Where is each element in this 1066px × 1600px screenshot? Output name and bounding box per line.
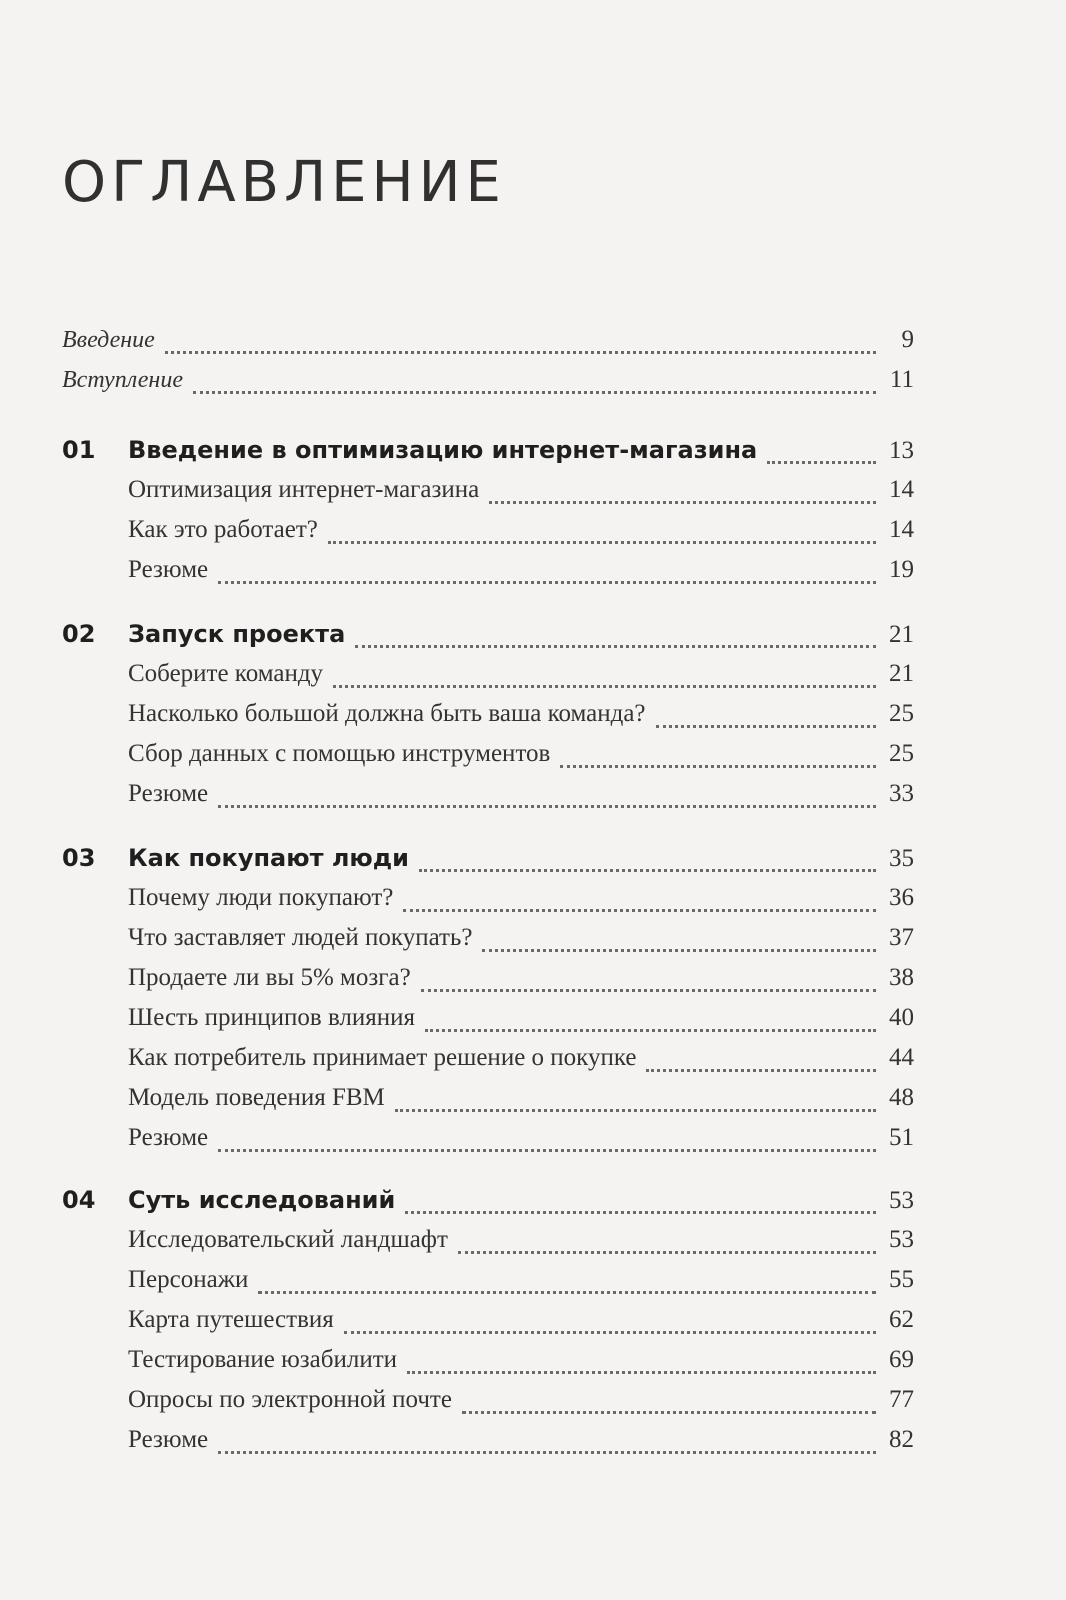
toc-entry[interactable] — [128, 964, 914, 1000]
toc-page-number: 33 — [889, 780, 914, 807]
toc-entry-label: Резюме — [128, 556, 209, 583]
toc-entry-label: Продаете ли вы 5% мозга? — [128, 964, 411, 991]
toc-page-number: 51 — [889, 1124, 914, 1151]
toc-entry-label: Сбор данных с помощью инструментов — [128, 740, 551, 767]
toc-entry-label: Что заставляет людей покупать? — [128, 924, 473, 951]
toc-page-number: 62 — [889, 1306, 914, 1333]
toc-page-number: 25 — [889, 700, 914, 727]
toc-entry-label: Оптимизация интернет-магазина — [128, 476, 480, 503]
dot-leader — [218, 805, 876, 808]
toc-page-number: 48 — [889, 1084, 914, 1111]
toc-entry[interactable] — [128, 700, 914, 736]
toc-entry[interactable] — [128, 1124, 914, 1160]
toc-page-number: 44 — [889, 1044, 914, 1071]
toc-entry[interactable] — [128, 1386, 914, 1422]
dot-leader — [407, 1371, 876, 1374]
dot-leader — [218, 1451, 876, 1454]
toc-page-number: 36 — [889, 884, 914, 911]
chapter-title: Введение в оптимизацию интернет-магазина — [128, 436, 758, 464]
toc-entry[interactable] — [128, 1266, 914, 1302]
toc-entry-label: Введение — [62, 327, 155, 353]
toc-entry[interactable] — [128, 1306, 914, 1342]
dot-leader — [395, 1109, 876, 1112]
toc-entry-label: Модель поведения FBM — [128, 1084, 385, 1111]
dot-leader — [421, 989, 876, 992]
chapter-number: 02 — [62, 620, 96, 648]
dot-leader — [355, 645, 876, 648]
dot-leader — [328, 541, 876, 544]
chapter-number: 03 — [62, 844, 96, 872]
toc-entry[interactable] — [128, 1044, 914, 1080]
toc-page-number: 37 — [889, 924, 914, 951]
toc-page-number: 38 — [889, 964, 914, 991]
toc-entry[interactable] — [128, 1426, 914, 1462]
toc-entry[interactable] — [128, 1084, 914, 1120]
toc-entry[interactable] — [128, 884, 914, 920]
toc-chapter-04[interactable] — [62, 1186, 914, 1222]
toc-page-number: 77 — [889, 1386, 914, 1413]
toc-entry-label: Насколько большой должна быть ваша команда? — [128, 700, 646, 727]
toc-page-number: 35 — [889, 845, 914, 872]
dot-leader — [767, 461, 876, 464]
toc-entry-front[interactable] — [62, 366, 914, 402]
toc-page-number: 21 — [889, 621, 914, 648]
toc-entry-label: Исследовательский ландшафт — [128, 1226, 448, 1253]
toc-entry[interactable] — [128, 780, 914, 816]
toc-page-number: 21 — [889, 660, 914, 687]
toc-chapter-02[interactable] — [62, 620, 914, 656]
toc-entry-label: Резюме — [128, 1124, 209, 1151]
dot-leader — [489, 501, 876, 504]
toc-page-number: 13 — [889, 437, 914, 464]
toc-page-number: 55 — [889, 1266, 914, 1293]
chapter-number: 04 — [62, 1186, 96, 1214]
chapter-title: Запуск проекта — [128, 620, 346, 648]
chapter-title: Как покупают люди — [128, 844, 409, 872]
dot-leader — [403, 909, 876, 912]
dot-leader — [646, 1069, 876, 1072]
toc-entry-label: Персонажи — [128, 1266, 249, 1293]
dot-leader — [462, 1411, 876, 1414]
dot-leader — [218, 581, 876, 584]
toc-entry-label: Шесть принципов влияния — [128, 1004, 416, 1031]
toc-entry-front[interactable] — [62, 326, 914, 362]
toc-entry-label: Соберите команду — [128, 660, 324, 687]
dot-leader — [560, 765, 876, 768]
toc-page-number: 53 — [889, 1226, 914, 1253]
toc-page-number: 14 — [889, 516, 914, 543]
dot-leader — [419, 869, 876, 872]
dot-leader — [165, 351, 876, 354]
toc-entry[interactable] — [128, 924, 914, 960]
toc-page-number: 53 — [889, 1187, 914, 1214]
toc-page-number: 25 — [889, 740, 914, 767]
toc-page-number: 14 — [889, 476, 914, 503]
toc-entry-label: Резюме — [128, 780, 209, 807]
toc-page-number: 82 — [889, 1426, 914, 1453]
toc-entry[interactable] — [128, 740, 914, 776]
dot-leader — [425, 1029, 876, 1032]
toc-page-number: 19 — [889, 556, 914, 583]
dot-leader — [656, 725, 876, 728]
toc-entry-label: Резюме — [128, 1426, 209, 1453]
toc-page-number: 69 — [889, 1346, 914, 1373]
dot-leader — [458, 1251, 876, 1254]
toc-entry-label: Как потребитель принимает решение о покупке — [128, 1044, 637, 1071]
toc-entry[interactable] — [128, 1226, 914, 1262]
dot-leader — [482, 949, 876, 952]
page-title: ОГЛАВЛЕНИЕ — [62, 150, 506, 215]
toc-page-number: 9 — [901, 326, 914, 353]
dot-leader — [193, 391, 876, 394]
toc-entry-label: Как это работает? — [128, 516, 318, 543]
toc-entry[interactable] — [128, 660, 914, 696]
toc-entry[interactable] — [128, 1346, 914, 1382]
toc-entry-label: Карта путешествия — [128, 1306, 334, 1333]
toc-entry[interactable] — [128, 556, 914, 592]
toc-entry[interactable] — [128, 1004, 914, 1040]
toc-entry[interactable] — [128, 476, 914, 512]
toc-entry-label: Тестирование юзабилити — [128, 1346, 398, 1373]
toc-entry-label: Почему люди покупают? — [128, 884, 394, 911]
toc-page-number: 40 — [889, 1004, 914, 1031]
toc-entry[interactable] — [128, 516, 914, 552]
toc-page-number: 11 — [889, 366, 914, 393]
toc-entry-label: Опросы по электронной почте — [128, 1386, 452, 1413]
dot-leader — [333, 685, 876, 688]
dot-leader — [258, 1291, 876, 1294]
dot-leader — [405, 1211, 876, 1214]
chapter-title: Суть исследований — [128, 1186, 396, 1214]
toc-chapter-01[interactable] — [62, 436, 914, 472]
chapter-number: 01 — [62, 436, 96, 464]
toc-entry-label: Вступление — [62, 367, 183, 393]
toc-chapter-03[interactable] — [62, 844, 914, 880]
dot-leader — [344, 1331, 876, 1334]
dot-leader — [218, 1149, 876, 1152]
